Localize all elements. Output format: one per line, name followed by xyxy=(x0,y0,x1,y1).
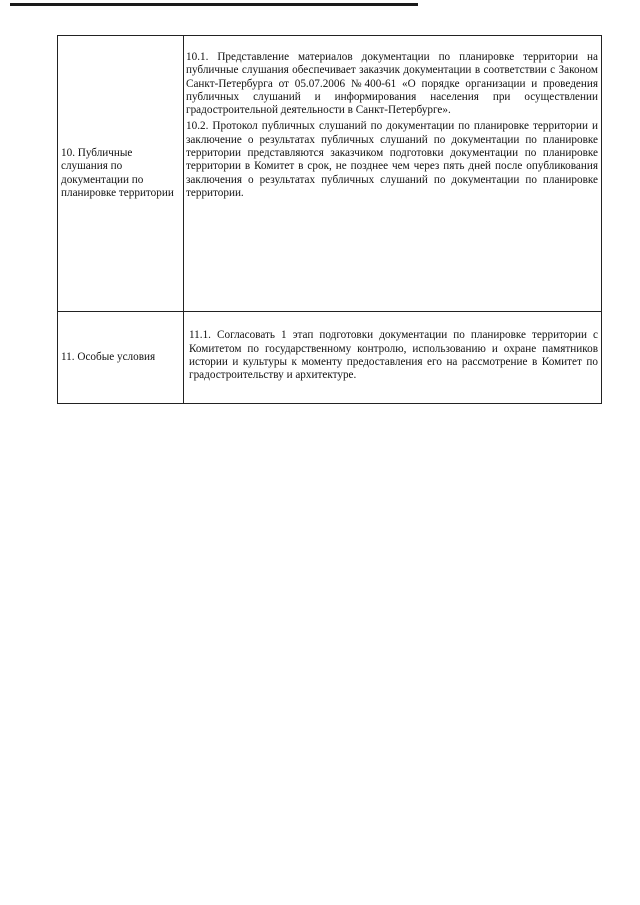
table-row xyxy=(58,36,602,312)
row-label: 10. Публичные слушания по документации по планировке территории xyxy=(61,146,174,199)
row-content-cell xyxy=(184,312,602,404)
table-row xyxy=(58,312,602,404)
scan-top-rule xyxy=(10,3,418,6)
document-table xyxy=(57,35,602,404)
row-label-cell xyxy=(58,312,184,404)
row-content-cell xyxy=(184,36,602,312)
paragraph: 10.1. Представление материалов документации по планировке территории на публичные слушания обеспечивает заказчик документации в соответствии с Законом Санкт-Петербурга от 05.07.2006 №400-61 «О порядке организации и проведения публичных слушаний и информирования населения при осуществлении градостроительной деятельности в Санкт-Петербурге». xyxy=(186,51,598,117)
paragraph: 11.1. Согласовать 1 этап подготовки документации по планировке территории с Комитетом по государственному контролю, использованию и охране памятников истории и культуры к моменту предоставления его на рассмотрение в Комитет по градостроительству и архитектуре. xyxy=(189,329,598,382)
row-label: 11. Особые условия xyxy=(61,350,156,363)
paragraph: 10.2. Протокол публичных слушаний по документации по планировке территории и заключение о результатах публичных слушаний по документации по планировке территории представляются заказчиком подготовки документации по планировке территории в Комитет в срок, не позднее чем через пять дней после опубликования заключения о результатах публичных слушаний по документации по планировке территории. xyxy=(186,120,598,199)
row-label-cell xyxy=(58,36,184,312)
